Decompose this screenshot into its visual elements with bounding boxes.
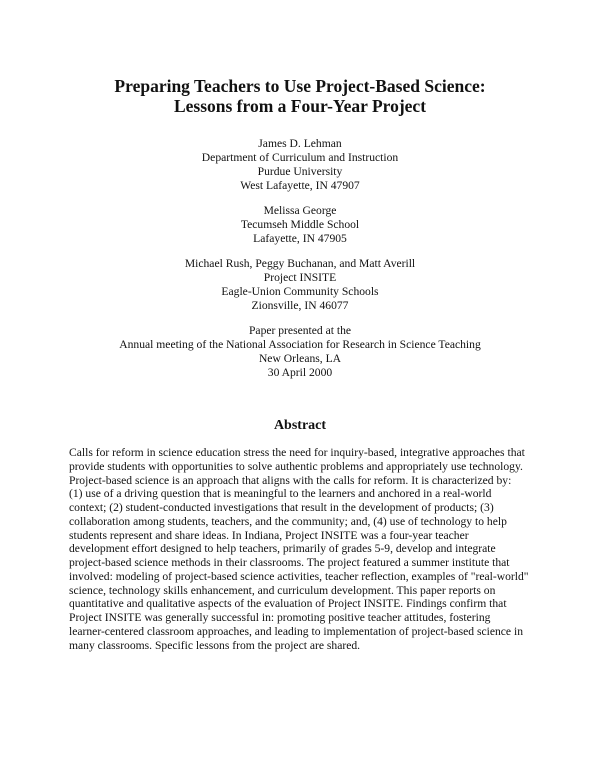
abstract-line: many classrooms. Specific lessons from the project are shared. <box>69 638 361 652</box>
abstract-line: science, technology skills enhancement, and curriculum development. This paper reports on <box>69 583 496 597</box>
abstract-line: provide students with opportunities to solve authentic problems and appropriately use technology. <box>69 459 523 473</box>
abstract-line: Project-based science is an approach that aligns with the calls for reform. It is characterized by: <box>69 473 512 487</box>
author-address: Zionsville, IN 46077 <box>251 299 349 312</box>
author-affiliation: Project INSITE <box>263 271 337 284</box>
abstract-line: development effort designed to help teachers, primarily of grades 5-9, develop and integrate <box>69 542 496 556</box>
author-address: Lafayette, IN 47905 <box>253 232 347 245</box>
conference-location: New Orleans, LA <box>258 352 342 365</box>
paper-title-line-2: Lessons from a Four-Year Project <box>173 96 427 116</box>
conference-date: 30 April 2000 <box>267 366 333 379</box>
abstract-line: collaboration among students, teachers, and the community; and, (4) use of technology to help <box>69 514 507 528</box>
abstract-line: context; (2) student-conducted investigations that result in the development of products; (3) <box>69 501 494 514</box>
abstract-line: project-based science methods in their classrooms. The project featured a summer institute that <box>69 556 510 569</box>
author-name: Melissa George <box>263 204 337 217</box>
author-affiliation: Tecumseh Middle School <box>240 218 360 231</box>
abstract-line: students represent and share ideas. In Indiana, Project INSITE was a four-year teacher <box>69 528 469 542</box>
author-name: James D. Lehman <box>258 137 342 150</box>
abstract-line: involved: modeling of project-based science activities, teacher reflection, examples of "real-world" <box>69 569 529 583</box>
abstract-heading: Abstract <box>273 418 327 433</box>
abstract-line: (1) use of a driving question that is meaningful to the learners and anchored in a real-world <box>69 487 492 501</box>
author-affiliation: Eagle-Union Community Schools <box>221 285 379 298</box>
abstract-line: learner-centered classroom approaches, and leading to implementation of project-based science in <box>69 624 523 638</box>
abstract-line: Calls for reform in science education stress the need for inquiry-based, integrative approaches that <box>69 446 525 459</box>
author-address: West Lafayette, IN 47907 <box>240 179 360 192</box>
abstract-line: quantitative and qualitative aspects of the evaluation of Project INSITE. Findings confirm that <box>69 597 507 611</box>
abstract-line: Project INSITE was generally successful in: promoting positive teacher attitudes, fostering <box>69 611 491 624</box>
paper-title-line-1: Preparing Teachers to Use Project-Based Science: <box>114 76 486 96</box>
author-name: Michael Rush, Peggy Buchanan, and Matt Averill <box>184 257 416 270</box>
abstract-body <box>69 446 549 652</box>
conference-name: Annual meeting of the National Association for Research in Science Teaching <box>119 338 481 351</box>
author-affiliation: Department of Curriculum and Instruction <box>201 151 399 164</box>
author-affiliation: Purdue University <box>257 165 343 178</box>
presentation-note: Paper presented at the <box>248 324 352 337</box>
